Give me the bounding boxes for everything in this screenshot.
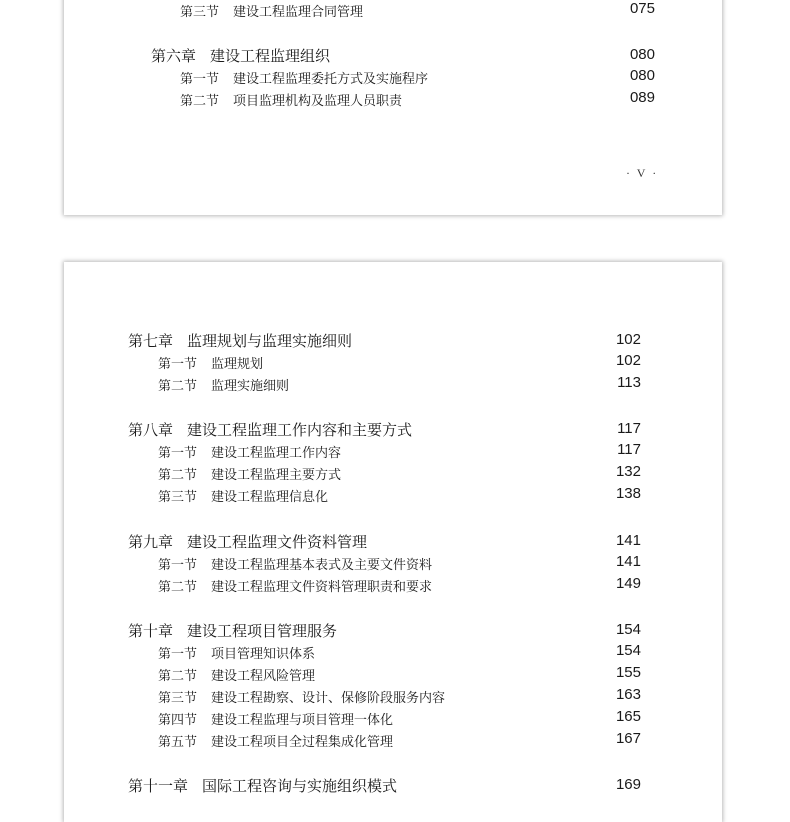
toc-page-number: 163 bbox=[615, 686, 641, 703]
toc-page-number: 117 bbox=[617, 420, 641, 437]
toc-page-number: 155 bbox=[615, 664, 641, 681]
toc-page-number: 075 bbox=[629, 0, 655, 17]
toc-entry-chapter: 第八章 建设工程监理工作内容和主要方式 bbox=[128, 421, 413, 439]
toc-entry-chapter: 第七章 监理规划与监理实施细则 bbox=[128, 332, 353, 350]
toc-entry-section: 第一节 监理规划 bbox=[158, 357, 264, 372]
toc-entry-section: 第三节 建设工程监理信息化 bbox=[158, 490, 329, 505]
toc-page-number: 165 bbox=[615, 708, 641, 725]
toc-page-number: 113 bbox=[617, 374, 641, 391]
toc-entry-chapter: 第十一章 国际工程咨询与实施组织模式 bbox=[128, 777, 398, 795]
toc-page-number: 117 bbox=[617, 441, 641, 458]
toc-entry-section: 第二节 建设工程风险管理 bbox=[158, 669, 316, 684]
toc-page-number: 169 bbox=[615, 776, 641, 793]
toc-page-number: 141 bbox=[615, 553, 641, 570]
toc-page-number: 149 bbox=[615, 575, 641, 592]
toc-page-number: 167 bbox=[615, 730, 641, 747]
toc-page-number: 089 bbox=[629, 89, 655, 106]
toc-entry-section: 第二节 建设工程监理文件资料管理职责和要求 bbox=[158, 580, 433, 595]
toc-entry-section: 第二节 监理实施细则 bbox=[158, 379, 290, 394]
toc-entry-section: 第一节 建设工程监理委托方式及实施程序 bbox=[180, 72, 429, 87]
toc-page-number: 138 bbox=[615, 485, 641, 502]
toc-entry-section: 第一节 建设工程监理工作内容 bbox=[158, 446, 342, 461]
toc-entry-chapter: 第十章 建设工程项目管理服务 bbox=[128, 622, 338, 640]
toc-entry-section: 第二节 项目监理机构及监理人员职责 bbox=[180, 94, 403, 109]
toc-page-number: 080 bbox=[629, 67, 655, 84]
toc-entry-section: 第一节 建设工程监理基本表式及主要文件资料 bbox=[158, 558, 433, 573]
toc-page-number: 080 bbox=[629, 46, 655, 63]
page-folio: · V · bbox=[626, 166, 659, 180]
toc-entry-chapter: 第六章 建设工程监理组织 bbox=[151, 47, 331, 65]
toc-entry-section: 第一节 项目管理知识体系 bbox=[158, 647, 316, 662]
toc-entry-section: 第四节 建设工程监理与项目管理一体化 bbox=[158, 713, 394, 728]
toc-entry-section: 第五节 建设工程项目全过程集成化管理 bbox=[158, 735, 394, 750]
toc-page-number: 132 bbox=[615, 463, 641, 480]
toc-page-number: 102 bbox=[615, 331, 641, 348]
toc-page-number: 141 bbox=[615, 532, 641, 549]
toc-entry-chapter: 第九章 建设工程监理文件资料管理 bbox=[128, 533, 368, 551]
toc-page-upper bbox=[64, 0, 722, 215]
toc-entry-section: 第三节 建设工程监理合同管理 bbox=[180, 5, 364, 20]
toc-page-number: 102 bbox=[615, 352, 641, 369]
toc-entry-section: 第二节 建设工程监理主要方式 bbox=[158, 468, 342, 483]
toc-page-number: 154 bbox=[615, 642, 641, 659]
toc-page-lower bbox=[64, 262, 722, 822]
toc-entry-section: 第三节 建设工程勘察、设计、保修阶段服务内容 bbox=[158, 691, 446, 706]
toc-page-number: 154 bbox=[615, 621, 641, 638]
